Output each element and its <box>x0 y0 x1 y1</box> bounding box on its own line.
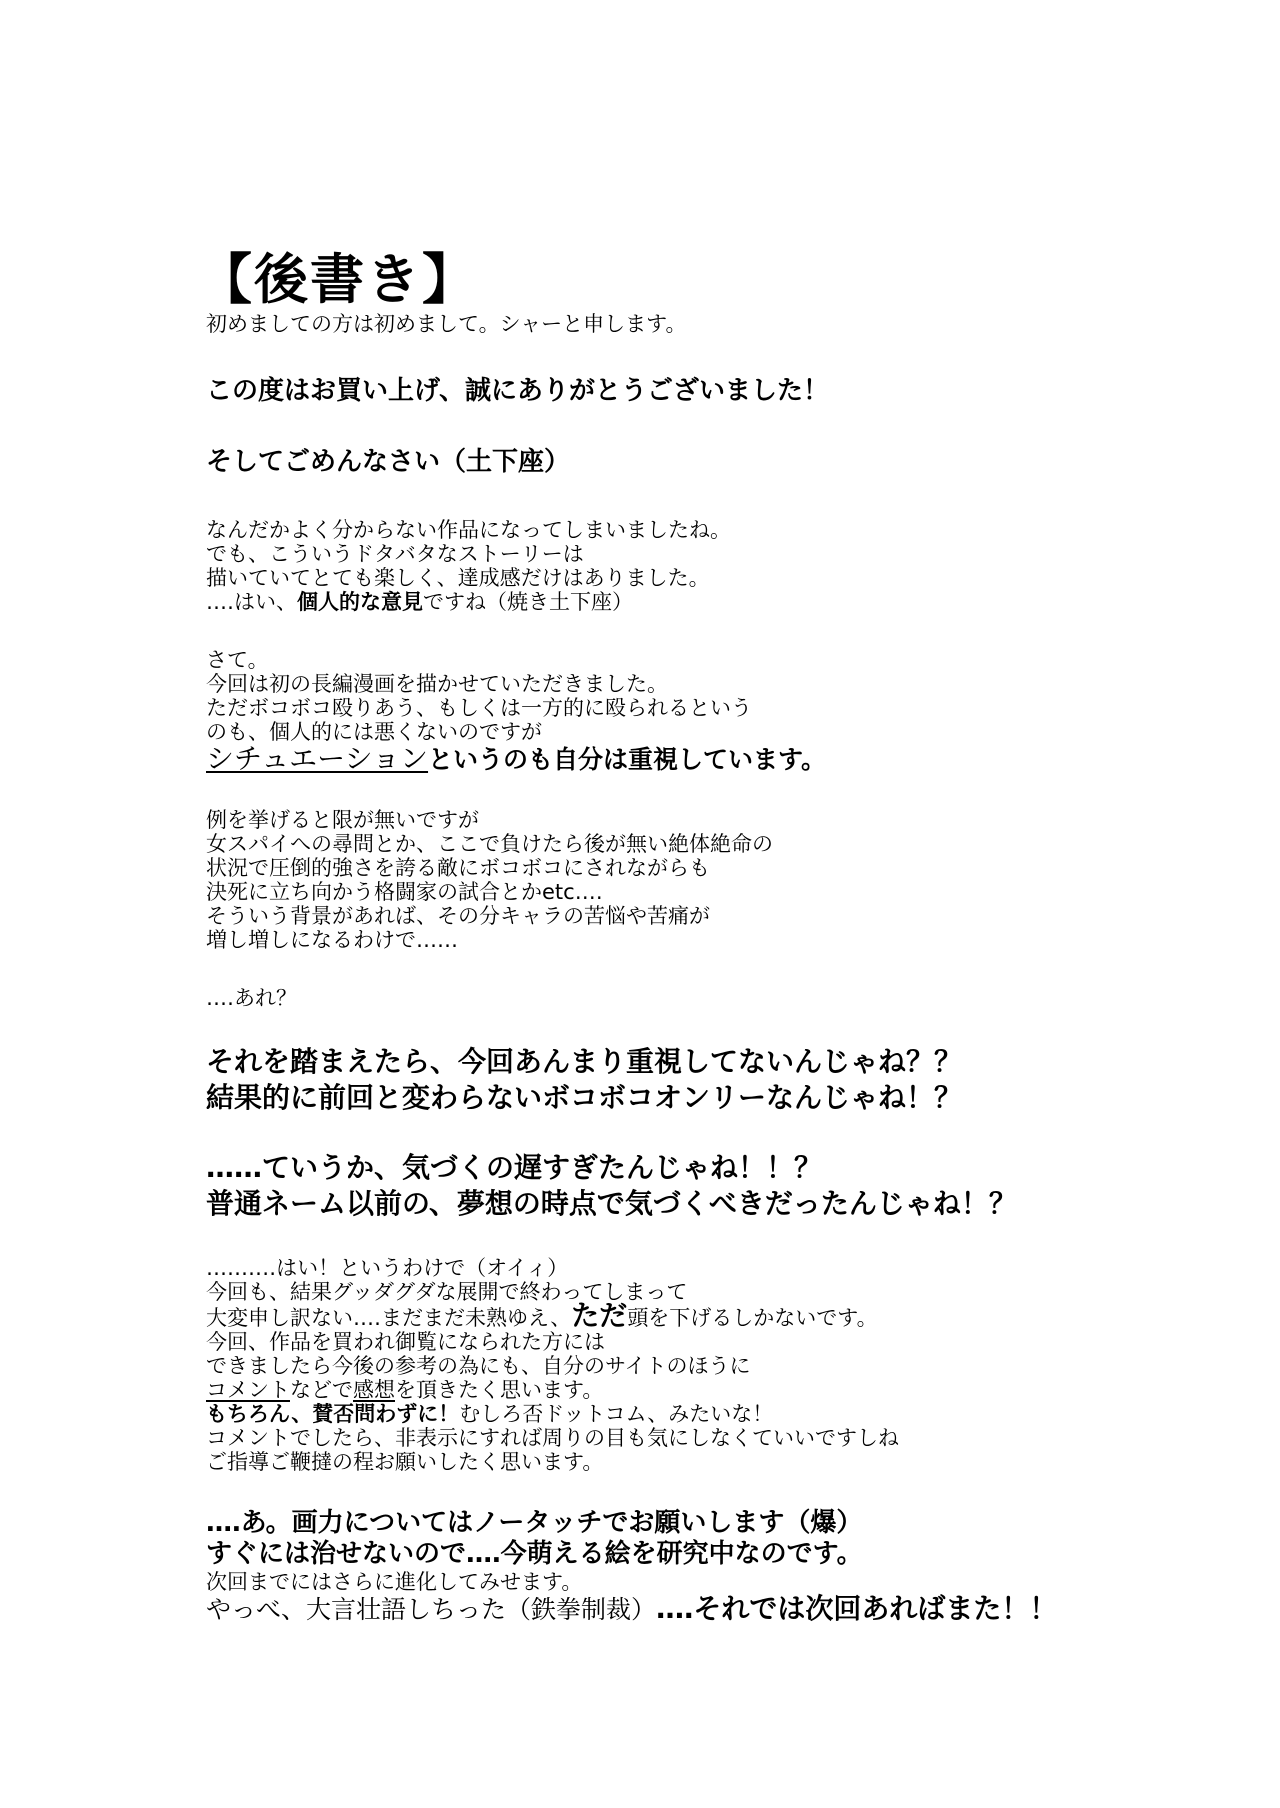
paragraph-line: 決死に立ち向かう格闘家の試合とかetc‥‥ <box>206 880 603 904</box>
paragraph-line <box>206 1378 1246 1402</box>
are-line: ‥‥あれ？ <box>206 986 298 1010</box>
paragraph-line: でも、こういうドタバタなストーリーは <box>206 542 584 566</box>
paragraph-line: ‥‥‥‥‥はい！というわけで（オイィ） <box>206 1256 569 1280</box>
paragraph-line <box>206 1594 1246 1624</box>
paragraph-line: 描いていてとても楽しく、達成感だけはありました。 <box>206 566 710 590</box>
text-run: 大変申し訳ない‥‥まだまだ未熟ゆえ、 <box>206 1306 572 1330</box>
paragraph-line: ただボコボコ殴りあう、もしくは一方的に殴られるという <box>206 696 752 720</box>
underlined-text: シチュエーション <box>206 742 429 775</box>
paragraph-line <box>206 1402 1246 1426</box>
afterword <box>198 248 1246 1625</box>
paragraph-line: できましたら今後の参考の為にも、自分のサイトのほうに <box>206 1354 751 1378</box>
text-run: むしろ否ドットコム、みたいな！ <box>459 1402 774 1426</box>
paragraph-3 <box>206 808 1246 952</box>
emphasis-text: もちろん、賛否問わずに！ <box>206 1402 460 1426</box>
emphasis-line: ‥‥あ。画力についてはノータッチでお願いします（爆） <box>206 1508 863 1538</box>
paragraph-line: ご指導ご鞭撻の程お願いしたく思います。 <box>206 1450 604 1474</box>
text-run: ですね（焼き土下座） <box>423 590 634 614</box>
page-title: 【後書き】 <box>198 248 478 311</box>
paragraph-line: 今回も、結果グッダグダな展開で終わってしまって <box>206 1280 688 1304</box>
text-run: を頂きたく思います。 <box>395 1378 604 1402</box>
emphasis-line: すぐには治せないので‥‥今萌える絵を研究中なのです。 <box>206 1539 863 1569</box>
paragraph-1 <box>206 518 1246 614</box>
apology-line: そしてごめんなさい（土下座） <box>206 447 571 477</box>
paragraph-line: 女スパイへの尋問とか、ここで負けたら後が無い絶体絶命の <box>206 832 773 856</box>
paragraph-line <box>206 744 1246 774</box>
emphasis-text: ‥‥それでは次回あればまた！！ <box>656 1592 1058 1625</box>
paragraph-line: 次回までにはさらに進化してみせます。 <box>206 1570 583 1594</box>
paragraph-line: さて。 <box>206 648 269 672</box>
paragraph-6 <box>206 1256 1246 1474</box>
text-run: ‥‥はい、 <box>206 590 298 614</box>
emphasis-line: それを踏まえたら、今回あんまり重視してないんじゃね？？ <box>206 1045 963 1078</box>
intro-line: 初めましての方は初めまして。シャーと申します。 <box>206 312 687 336</box>
text-run: やっべ、大言壮語しちった（鉄拳制裁） <box>206 1595 657 1624</box>
paragraph-line: 今回は初の長編漫画を描かせていただきました。 <box>206 672 668 696</box>
emphasis-line: 普通ネーム以前の、夢想の時点で気づくべきだったんじゃね！？ <box>206 1187 1017 1220</box>
paragraph-line: 例を挙げると限が無いですが <box>206 808 479 832</box>
emphasis-text: ただ <box>571 1299 628 1332</box>
paragraph-line: 状況で圧倒的強さを誇る敵にボコボコにされながらも <box>206 856 710 880</box>
emphasis-text: というのも自分は重視しています。 <box>428 745 827 774</box>
paragraph-4 <box>206 1044 1246 1116</box>
paragraph-line: 増し増しになるわけで‥‥‥ <box>206 928 459 952</box>
emphasis-line: 結果的に前回と変わらないボコボコオンリーなんじゃね！？ <box>206 1081 963 1114</box>
paragraph-line: 今回、作品を買われ御覧になられた方には <box>206 1330 605 1354</box>
text-run: 頭を下げるしかないです。 <box>627 1306 878 1330</box>
paragraph-line <box>206 1299 1246 1332</box>
paragraph-line: コメントでしたら、非表示にすれば周りの目も気にしなくていいですしね <box>206 1426 899 1450</box>
text-run: などで <box>290 1378 353 1402</box>
paragraph-5 <box>206 1150 1246 1222</box>
paragraph-7 <box>206 1508 1246 1624</box>
thanks-line: この度はお買い上げ、誠にありがとうございました！ <box>206 376 829 406</box>
paragraph-line: そういう背景があれば、その分キャラの苦悩や苦痛が <box>206 904 710 928</box>
emphasis-line: ‥‥‥ていうか、気づくの遅すぎたんじゃね！！？ <box>206 1151 823 1184</box>
underlined-text: 感想 <box>353 1378 395 1402</box>
paragraph-line <box>206 590 1246 614</box>
paragraph-2 <box>206 648 1246 774</box>
underlined-text: コメント <box>206 1378 290 1402</box>
paragraph-line: のも、個人的には悪くないのですが <box>206 720 542 744</box>
paragraph-line: なんだかよく分からない作品になってしまいましたね。 <box>206 518 731 542</box>
emphasis-text: 個人的な意見 <box>297 590 424 614</box>
